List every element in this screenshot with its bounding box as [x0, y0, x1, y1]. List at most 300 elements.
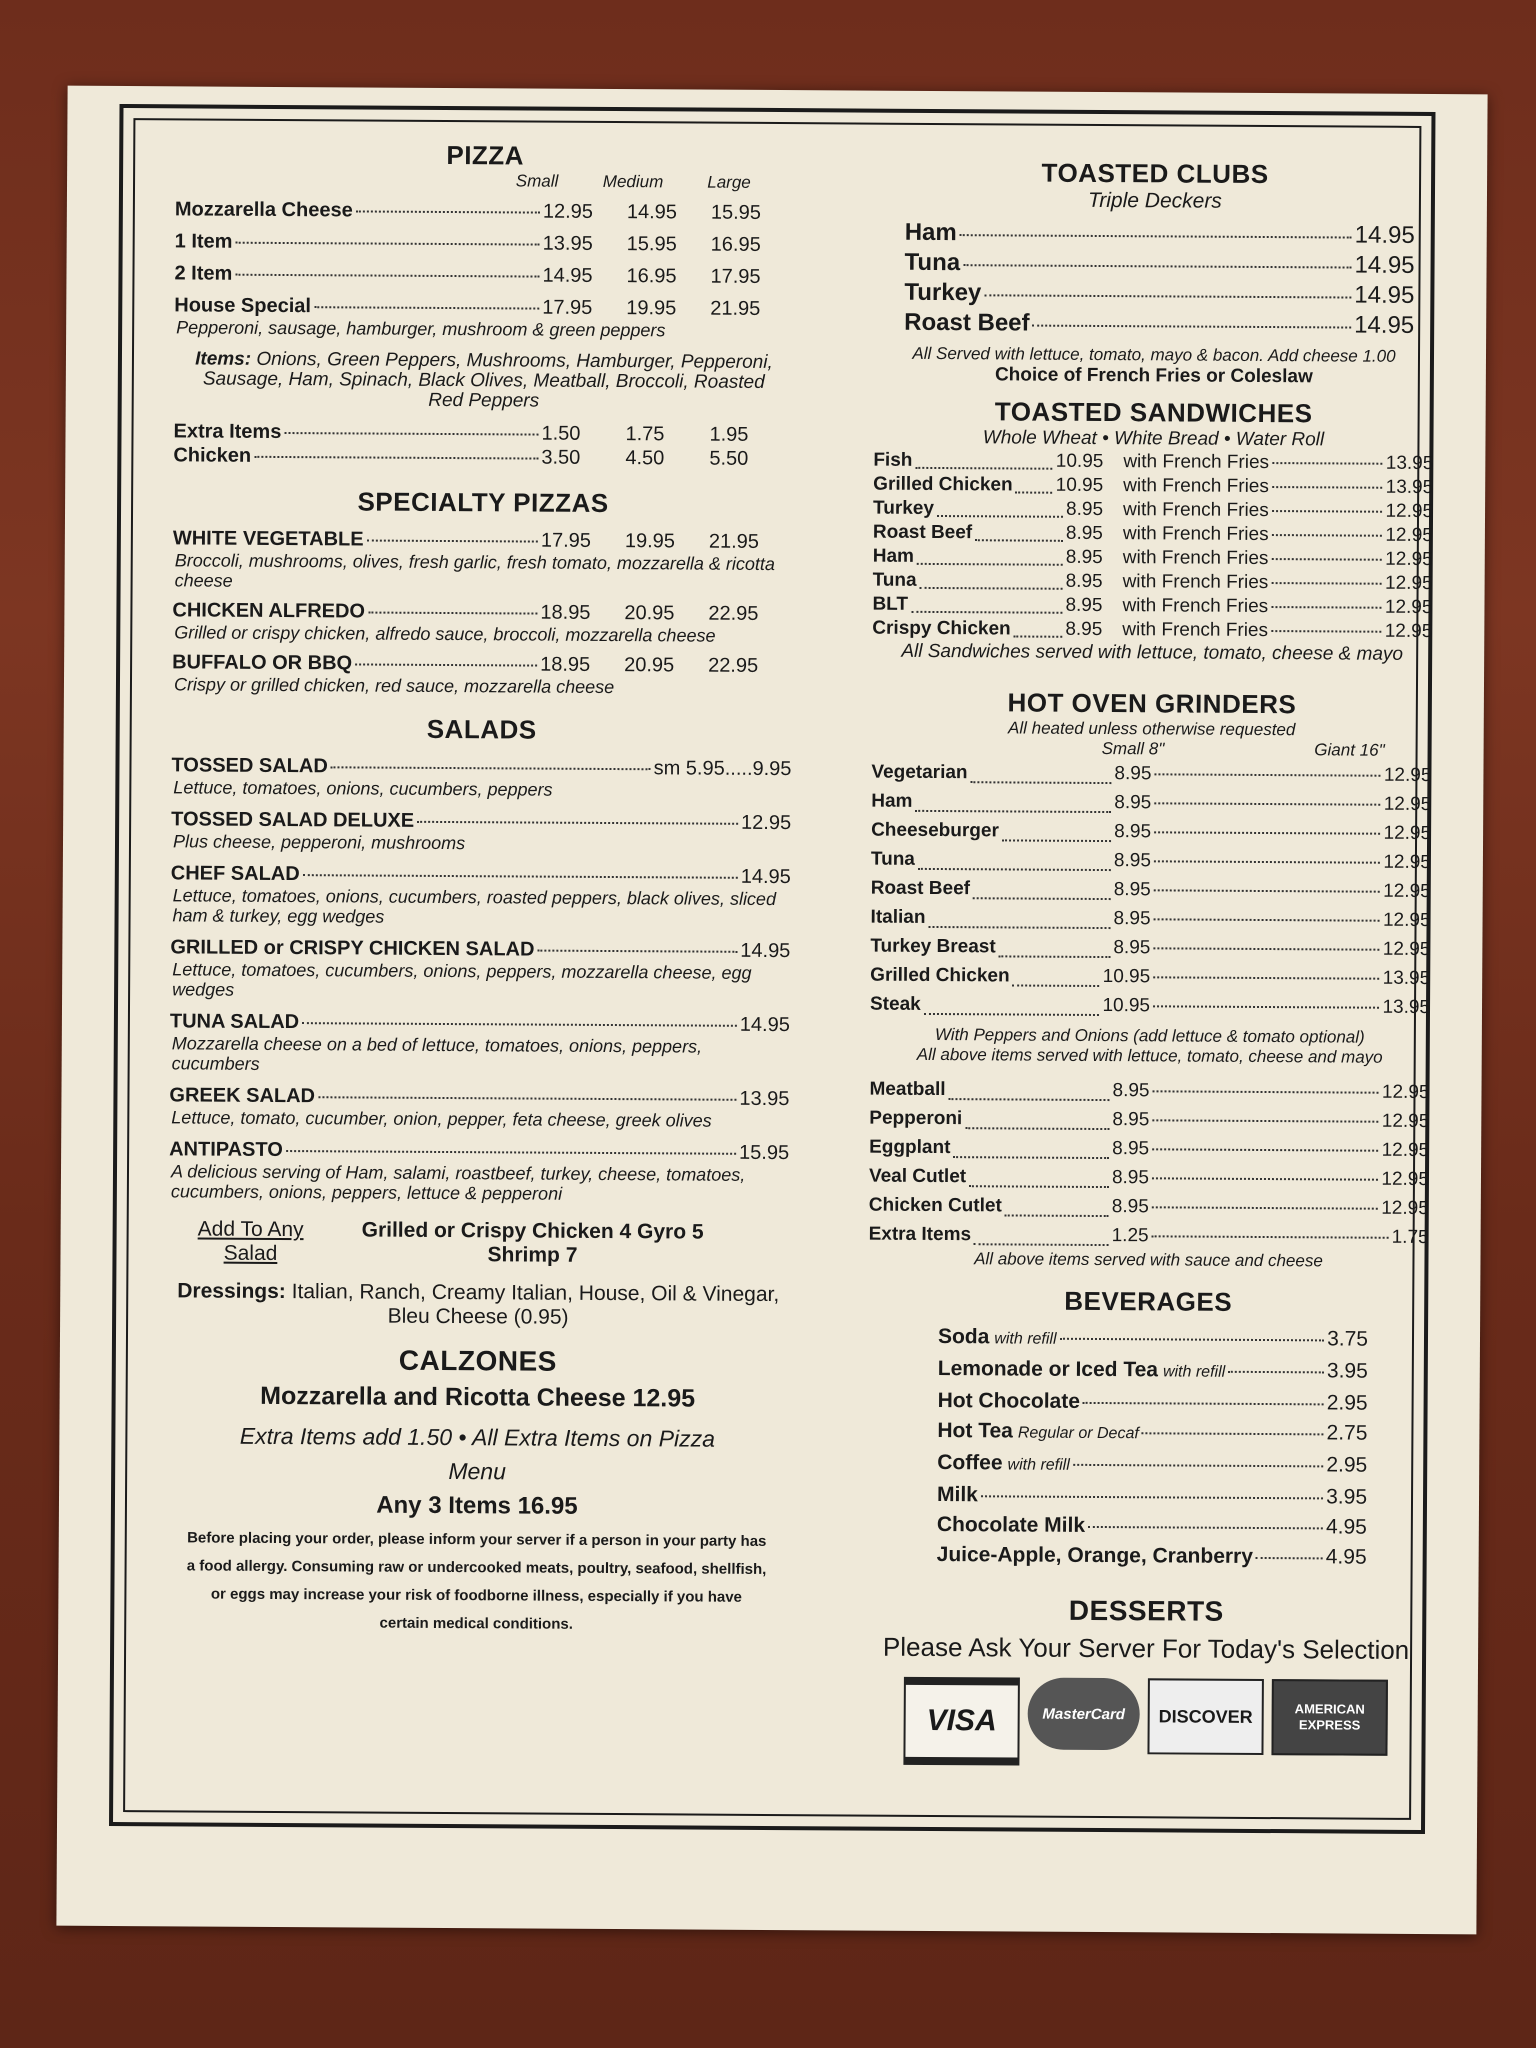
grinder-small-price: 10.95 [1102, 995, 1151, 1017]
item-description: Crispy or grilled chicken, red sauce, mozzarella cheese [173, 674, 615, 698]
dot-leader [918, 841, 1111, 871]
sandwich-name: Fish [873, 449, 913, 471]
item-price: 3.95 [1326, 1359, 1368, 1383]
grinder-small-price: 8.95 [1113, 937, 1151, 959]
dot-leader [969, 1158, 1109, 1188]
dot-leader [970, 754, 1111, 784]
dot-leader [924, 986, 1100, 1016]
item-name: Roast Beef [904, 308, 1030, 337]
payment-cards [865, 1677, 1426, 1768]
menu-item-row [938, 1322, 1368, 1357]
with-fries-price: 12.95 [1384, 596, 1433, 619]
sandwich-name: Roast Beef [872, 521, 973, 544]
salad-name: CHEF SALAD [170, 862, 300, 886]
with-fries-price: 12.95 [1385, 572, 1433, 595]
item-price: 16.95 [626, 265, 677, 288]
item-name: Coffee [937, 1451, 1003, 1475]
item-price: 4.95 [1325, 1545, 1367, 1569]
dot-leader [1002, 812, 1111, 842]
item-price: 21.95 [710, 297, 761, 320]
with-fries-label: with French Fries [1123, 451, 1270, 474]
item-prices [540, 601, 792, 627]
sandwich-name: Turkey [873, 497, 935, 519]
dot-leader [1073, 1464, 1324, 1468]
grinder-giant-price: 12.95 [1383, 822, 1432, 845]
item-price: 17.95 [540, 529, 591, 552]
item-price: 1.50 [541, 422, 581, 445]
with-fries-label: with French Fries [1122, 571, 1269, 594]
item-prices [541, 422, 793, 448]
dot-leader [284, 432, 538, 436]
item-name: CHICKEN ALFREDO [172, 599, 366, 623]
dot-leader [1271, 630, 1382, 633]
item-note: with refill [994, 1330, 1057, 1348]
salad-description: Mozzarella cheese on a bed of lettuce, tomatoes, onions, peppers, cucumbers [171, 1033, 703, 1074]
grinder-small-price: 8.95 [1114, 821, 1152, 843]
item-price: 2.75 [1326, 1421, 1368, 1445]
dot-leader [1088, 1526, 1323, 1529]
size-small: Small [515, 171, 559, 191]
dot-leader [314, 306, 539, 309]
dot-leader [915, 445, 1053, 470]
salad-price: 14.95 [740, 939, 791, 963]
dot-leader [1228, 1371, 1324, 1374]
grinder-giant-price: 12.95 [1381, 1197, 1429, 1220]
item-price: 22.95 [708, 654, 759, 677]
dot-leader [1272, 534, 1383, 537]
grinder-small-price: 10.95 [1102, 966, 1151, 988]
dot-leader [917, 541, 1063, 566]
grinder-giant-price: 12.95 [1383, 793, 1432, 816]
item-price: 22.95 [708, 602, 759, 625]
calzone-any3: Any 3 Items 16.95 [376, 1491, 578, 1520]
with-fries-label: with French Fries [1122, 595, 1269, 618]
item-name: Milk [936, 1483, 978, 1507]
add-label: Add To Any Salad [197, 1217, 304, 1265]
item-price: 14.95 [542, 264, 593, 287]
grinder-name: Tuna [870, 848, 915, 870]
item-name: BUFFALO OR BBQ [172, 651, 353, 675]
salad-price: 14.95 [739, 1013, 790, 1037]
item-price: 14.95 [626, 201, 678, 224]
dot-leader [368, 612, 537, 615]
amex-logo: AMERICAN EXPRESS [1271, 1679, 1387, 1756]
salad-description: Plus cheese, pepperoni, mushrooms [172, 831, 466, 854]
item-price: 15.95 [710, 201, 761, 224]
dot-leader [1005, 1187, 1109, 1217]
sandwich-base [873, 449, 1103, 474]
item-name: WHITE VEGETABLE [172, 527, 364, 551]
grinder-row [869, 1133, 1429, 1165]
item-price: 2.95 [1326, 1453, 1368, 1477]
grinder-small-price: 8.95 [1112, 1138, 1150, 1160]
item-name: 2 Item [174, 262, 233, 285]
item-price: 18.95 [540, 601, 591, 624]
item-prices [540, 653, 792, 679]
dot-leader [1272, 462, 1383, 465]
salad-description: A delicious serving of Ham, salami, roastbeef, turkey, cheese, tomatoes, cucumbers, onions, peppers, lettuce & pepperoni [170, 1161, 746, 1204]
salad-description: Lettuce, tomato, cucumber, onion, pepper, feta cheese, greek olives [171, 1107, 712, 1131]
salad-description: Lettuce, tomatoes, onions, cucumbers, roasted peppers, black olives, sliced ham & turkey, egg wedges [172, 885, 777, 927]
dot-leader [981, 1495, 1323, 1499]
salad-name: ANTIPASTO [169, 1138, 283, 1162]
item-price: 5.50 [709, 447, 749, 470]
dot-leader [1154, 889, 1380, 892]
item-price: 19.95 [624, 530, 675, 553]
grinder-name: Ham [871, 790, 913, 812]
item-price: 20.95 [624, 654, 675, 677]
pizza-size-headers [175, 169, 795, 193]
grinder-name: Italian [870, 906, 926, 928]
item-price: 21.95 [708, 530, 759, 553]
dot-leader [235, 274, 539, 278]
clubs-title: TOASTED CLUBS [1041, 157, 1269, 190]
grinder-name: Cheeseburger [871, 819, 999, 842]
menu-item-row [175, 229, 795, 257]
grinder-giant-price: 12.95 [1383, 851, 1431, 874]
item-name: Tuna [904, 248, 961, 277]
dot-leader [417, 821, 738, 825]
with-fries-price: 12.95 [1385, 524, 1433, 547]
item-name: Turkey [904, 278, 982, 307]
grinder-small-price: 8.95 [1111, 1167, 1150, 1189]
sandwich-price: 8.95 [1065, 594, 1103, 617]
item-price: 15.95 [626, 233, 677, 256]
grinder-giant-price: 12.95 [1381, 1110, 1430, 1133]
item-price: 4.95 [1325, 1515, 1367, 1539]
grinder-small [870, 932, 1150, 963]
menu-border [109, 104, 1435, 1834]
grinder-giant-price: 12.95 [1381, 1168, 1430, 1191]
dot-leader [1152, 1177, 1378, 1180]
item-price: 1.95 [709, 423, 749, 446]
salad-price: 14.95 [740, 865, 791, 889]
grinder-small-price: 8.95 [1111, 1196, 1149, 1218]
dot-leader [1271, 582, 1382, 585]
calzone-main: Mozzarella and Ricotta Cheese 12.95 [260, 1381, 696, 1413]
pizza-toppings [194, 349, 774, 413]
dot-leader [920, 565, 1063, 590]
dot-leader [1154, 773, 1380, 776]
grinder-name: Chicken Cutlet [868, 1194, 1002, 1217]
grinder-small-price: 8.95 [1112, 1080, 1150, 1102]
item-price: 14.95 [1354, 311, 1415, 339]
menu-paper [56, 86, 1487, 1935]
dot-leader [1142, 1432, 1324, 1435]
dressings-text: Italian, Ranch, Creamy Italian, House, Oil & Vinegar, Bleu Cheese (0.95) [291, 1280, 780, 1329]
item-prices [541, 446, 793, 472]
sandwich-price: 8.95 [1065, 522, 1103, 545]
grinder-small [870, 990, 1150, 1021]
dot-leader [1014, 613, 1063, 637]
sandwich-row [872, 617, 1432, 644]
dot-leader [1153, 947, 1379, 950]
sandwich-row [873, 449, 1433, 476]
dot-leader [1033, 325, 1352, 329]
with-fries-label: with French Fries [1122, 619, 1269, 642]
menu-item-row [937, 1540, 1367, 1573]
grinder-row [870, 990, 1430, 1022]
with-fries-label: with French Fries [1123, 475, 1269, 498]
grinders-note-2: All above items served with lettuce, tomato, cheese and mayo [916, 1044, 1383, 1067]
grinders-note-3: All above items served with sauce and cheese [974, 1249, 1323, 1271]
dot-leader [1060, 1338, 1325, 1342]
add-text: Grilled or Crispy Chicken 4 Gyro 5 Shrimp 7 [361, 1218, 704, 1267]
item-price: 3.50 [541, 446, 581, 469]
salad-name: TOSSED SALAD [171, 754, 328, 778]
sandwich-name: Tuna [872, 569, 917, 591]
right-column [865, 143, 1435, 1768]
item-name: Hot Tea [937, 1419, 1013, 1443]
sandwich-price: 8.95 [1065, 618, 1103, 641]
grinder-name: Meatball [869, 1078, 946, 1101]
dot-leader [960, 234, 1352, 238]
salad-description: Lettuce, tomatoes, cucumbers, onions, peppers, mozzarella cheese, egg wedges [172, 959, 752, 1000]
item-description: Pepperoni, sausage, hamburger, mushroom & green peppers [176, 317, 666, 341]
item-price: 14.95 [1354, 281, 1415, 309]
dot-leader [973, 870, 1111, 900]
menu-item-row [173, 419, 793, 447]
sandwich-name: Grilled Chicken [873, 473, 1013, 496]
grinder-name: Vegetarian [871, 761, 968, 784]
dot-leader [999, 928, 1111, 958]
grinder-name: Grilled Chicken [870, 964, 1010, 987]
item-price: 17.95 [542, 296, 593, 319]
discover-logo: DISCOVER [1147, 1678, 1263, 1755]
grinder-small-price: 1.25 [1111, 1225, 1149, 1247]
dot-leader [965, 1100, 1109, 1130]
dot-leader [1152, 1235, 1389, 1238]
dot-leader [975, 517, 1063, 542]
dot-leader [331, 766, 651, 770]
menu-item-row [173, 443, 793, 471]
item-note: with refill [1007, 1456, 1070, 1474]
sandwiches-note: All Sandwiches served with lettuce, tomato, cheese & mayo [901, 640, 1404, 665]
item-prices [543, 200, 795, 226]
menu-item-row [938, 1354, 1368, 1389]
item-price: 2.95 [1326, 1391, 1368, 1415]
clubs-list [874, 218, 1435, 341]
dot-leader [911, 589, 1063, 614]
salad-price: 13.95 [739, 1087, 790, 1111]
item-description: Broccoli, mushrooms, olives, fresh garlic, fresh tomato, mozzarella & ricotta cheese [174, 550, 776, 591]
calzone-extra: Extra Items add 1.50 • All Extra Items on Pizza Menu [239, 1422, 715, 1485]
salad-name: TOSSED SALAD DELUXE [171, 808, 415, 832]
add-to-salad [180, 1217, 788, 1269]
items-label: Items: [195, 348, 252, 370]
salad-name: TUNA SALAD [169, 1010, 300, 1034]
menu-item-row [937, 1448, 1367, 1483]
item-price: 4.50 [625, 447, 665, 470]
item-price: 3.95 [1326, 1485, 1368, 1509]
grinder-name: Steak [869, 993, 921, 1015]
with-fries-price: 13.95 [1385, 452, 1434, 475]
dot-leader [1083, 1402, 1324, 1405]
item-prices [542, 296, 794, 322]
dot-leader [302, 1022, 737, 1027]
sandwich-row [872, 593, 1432, 620]
with-fries-price: 12.95 [1384, 620, 1433, 643]
dot-leader [1271, 606, 1382, 609]
dot-leader [1016, 469, 1053, 493]
grinder-name: Roast Beef [870, 877, 971, 900]
dot-leader [1153, 1005, 1379, 1008]
sandwich-price: 8.95 [1065, 570, 1103, 593]
dot-leader [1154, 831, 1380, 834]
pizza-list [174, 197, 795, 341]
item-price: 14.95 [1354, 251, 1415, 279]
item-price: 14.95 [1354, 221, 1415, 249]
clubs-note: All Served with lettuce, tomato, mayo & bacon. Add cheese 1.00 [912, 343, 1396, 366]
grinder-row [869, 1162, 1429, 1194]
grinder-row [870, 903, 1430, 935]
pizza-title: PIZZA [446, 139, 525, 171]
item-price: 17.95 [710, 265, 761, 288]
dot-leader [937, 493, 1063, 518]
dot-leader [948, 1071, 1109, 1101]
item-prices [541, 529, 793, 555]
dot-leader [356, 210, 540, 213]
salad-price: sm 5.95.....9.95 [653, 757, 792, 781]
menu-inner-border [123, 118, 1434, 1820]
item-price: 19.95 [626, 297, 677, 320]
dot-leader [303, 874, 738, 879]
menu-item-row [904, 278, 1414, 311]
dot-leader [963, 264, 1351, 268]
grinder-giant-price: 12.95 [1382, 938, 1431, 961]
with-fries-label: with French Fries [1122, 523, 1269, 546]
sandwich-row [873, 497, 1433, 524]
grinder-small-price: 8.95 [1112, 1109, 1150, 1131]
dot-leader [1154, 860, 1380, 863]
desserts-text: Please Ask Your Server For Today's Selection [882, 1631, 1410, 1665]
sandwich-base [872, 593, 1102, 618]
grinder-name: Eggplant [869, 1136, 951, 1159]
beverages-title: BEVERAGES [1064, 1285, 1233, 1317]
grinder-small-price: 8.95 [1113, 879, 1151, 901]
item-note: with refill [1162, 1363, 1226, 1381]
size-large: Large [707, 172, 751, 192]
dot-leader [254, 456, 538, 460]
dot-leader [537, 950, 737, 953]
dot-leader [1152, 1148, 1378, 1151]
size-small-8: Small 8" [1101, 739, 1165, 759]
clubs-choice: Choice of French Fries or Coleslaw [994, 364, 1313, 388]
grinders-subtitle: All heated unless otherwise requested [1008, 718, 1296, 740]
dot-leader [235, 242, 539, 246]
pizza-extras [173, 419, 793, 471]
grinder-giant-price: 12.95 [1381, 1081, 1430, 1104]
grinder-row [871, 845, 1431, 877]
sandwich-name: Ham [872, 545, 915, 567]
sandwich-name: BLT [872, 593, 909, 615]
dot-leader [367, 540, 538, 543]
grinders-list-2 [869, 1075, 1430, 1252]
sandwich-name: Crispy Chicken [872, 617, 1011, 640]
menu-item-row [174, 261, 794, 289]
sandwich-price: 8.95 [1065, 546, 1103, 569]
grinder-name: Turkey Breast [870, 935, 996, 958]
item-price: 16.95 [710, 233, 761, 256]
clubs-subtitle: Triple Deckers [1087, 188, 1222, 213]
grinder-giant-price: 12.95 [1382, 909, 1431, 932]
item-name: Chocolate Milk [936, 1513, 1086, 1537]
grinder-small-price: 8.95 [1113, 850, 1151, 872]
specialty-title: SPECIALTY PIZZAS [357, 486, 609, 518]
salads-title: SALADS [426, 713, 537, 745]
grinder-giant-price: 13.95 [1382, 996, 1431, 1019]
grinder-small-price: 8.95 [1114, 763, 1152, 785]
menu-item-row [175, 197, 795, 225]
salad-list [169, 753, 792, 1205]
calzones-title: CALZONES [398, 1344, 557, 1377]
dot-leader [1153, 976, 1379, 979]
grinder-row [869, 1075, 1429, 1107]
dot-leader [974, 1216, 1109, 1246]
dressings [168, 1279, 788, 1331]
sandwich-price: 10.95 [1055, 474, 1104, 497]
grinder-small-price: 8.95 [1113, 908, 1151, 930]
with-fries-price: 13.95 [1385, 476, 1434, 499]
dot-leader [1154, 918, 1380, 921]
salad-price: 12.95 [741, 811, 792, 835]
dot-leader [1272, 510, 1383, 513]
item-name: Hot Chocolate [937, 1389, 1081, 1413]
item-prices [543, 232, 795, 258]
grinder-row [869, 1191, 1429, 1223]
item-price: 12.95 [542, 200, 594, 223]
grinder-giant-price: 13.95 [1382, 967, 1431, 990]
item-price: 1.75 [625, 423, 665, 446]
menu-item-row [938, 1386, 1368, 1419]
grinder-giant-price: 1.75 [1391, 1226, 1429, 1249]
sandwiches-title: TOASTED SANDWICHES [994, 396, 1313, 429]
specialty-list [172, 526, 793, 698]
desserts-title: DESSERTS [1068, 1594, 1224, 1627]
dressings-label: Dressings: [177, 1279, 286, 1304]
dot-leader [286, 1150, 736, 1155]
grinders-list [870, 758, 1432, 1022]
dot-leader [1256, 1557, 1323, 1559]
size-medium: Medium [602, 171, 664, 192]
grinder-row [871, 787, 1431, 819]
sandwich-base [872, 617, 1102, 642]
dot-leader [1013, 957, 1100, 987]
dot-leader [928, 899, 1110, 929]
salad-name: GREEK SALAD [169, 1084, 316, 1108]
grinders-note-1: With Peppers and Onions (add lettuce & tomato optional) [934, 1024, 1365, 1047]
salad-price: 15.95 [738, 1141, 790, 1165]
salad-description: Lettuce, tomatoes, onions, cucumbers, peppers [173, 777, 553, 800]
menu-item-row [904, 308, 1414, 341]
item-price: 13.95 [542, 232, 593, 255]
items-list: Onions, Green Peppers, Mushrooms, Hamburger, Pepperoni, Sausage, Ham, Spinach, Black Olives, Meatball, Broccoli, Roasted Red Peppers [202, 348, 773, 412]
dot-leader [1272, 486, 1383, 489]
dot-leader [953, 1129, 1109, 1159]
grinder-name: Veal Cutlet [868, 1165, 967, 1188]
sandwich-price: 10.95 [1055, 450, 1104, 473]
item-name: 1 Item [174, 230, 233, 253]
item-price: 20.95 [624, 602, 675, 625]
menu-item-row [937, 1480, 1367, 1513]
allergy-notice: Before placing your order, please inform your server if a person in your party has a food allergy. Consuming raw or undercooked meats, poultry, seafood, shellfish, or eggs may increase your risk of foodborne illness, especially if you have certain medical conditions. [186, 1529, 767, 1633]
with-fries-price: 12.95 [1385, 500, 1434, 523]
sandwich-price: 8.95 [1066, 498, 1104, 521]
item-name: Lemonade or Iced Tea [937, 1357, 1159, 1382]
item-name: House Special [174, 294, 312, 318]
menu-item-row [904, 248, 1414, 281]
item-name: Chicken [173, 444, 252, 467]
